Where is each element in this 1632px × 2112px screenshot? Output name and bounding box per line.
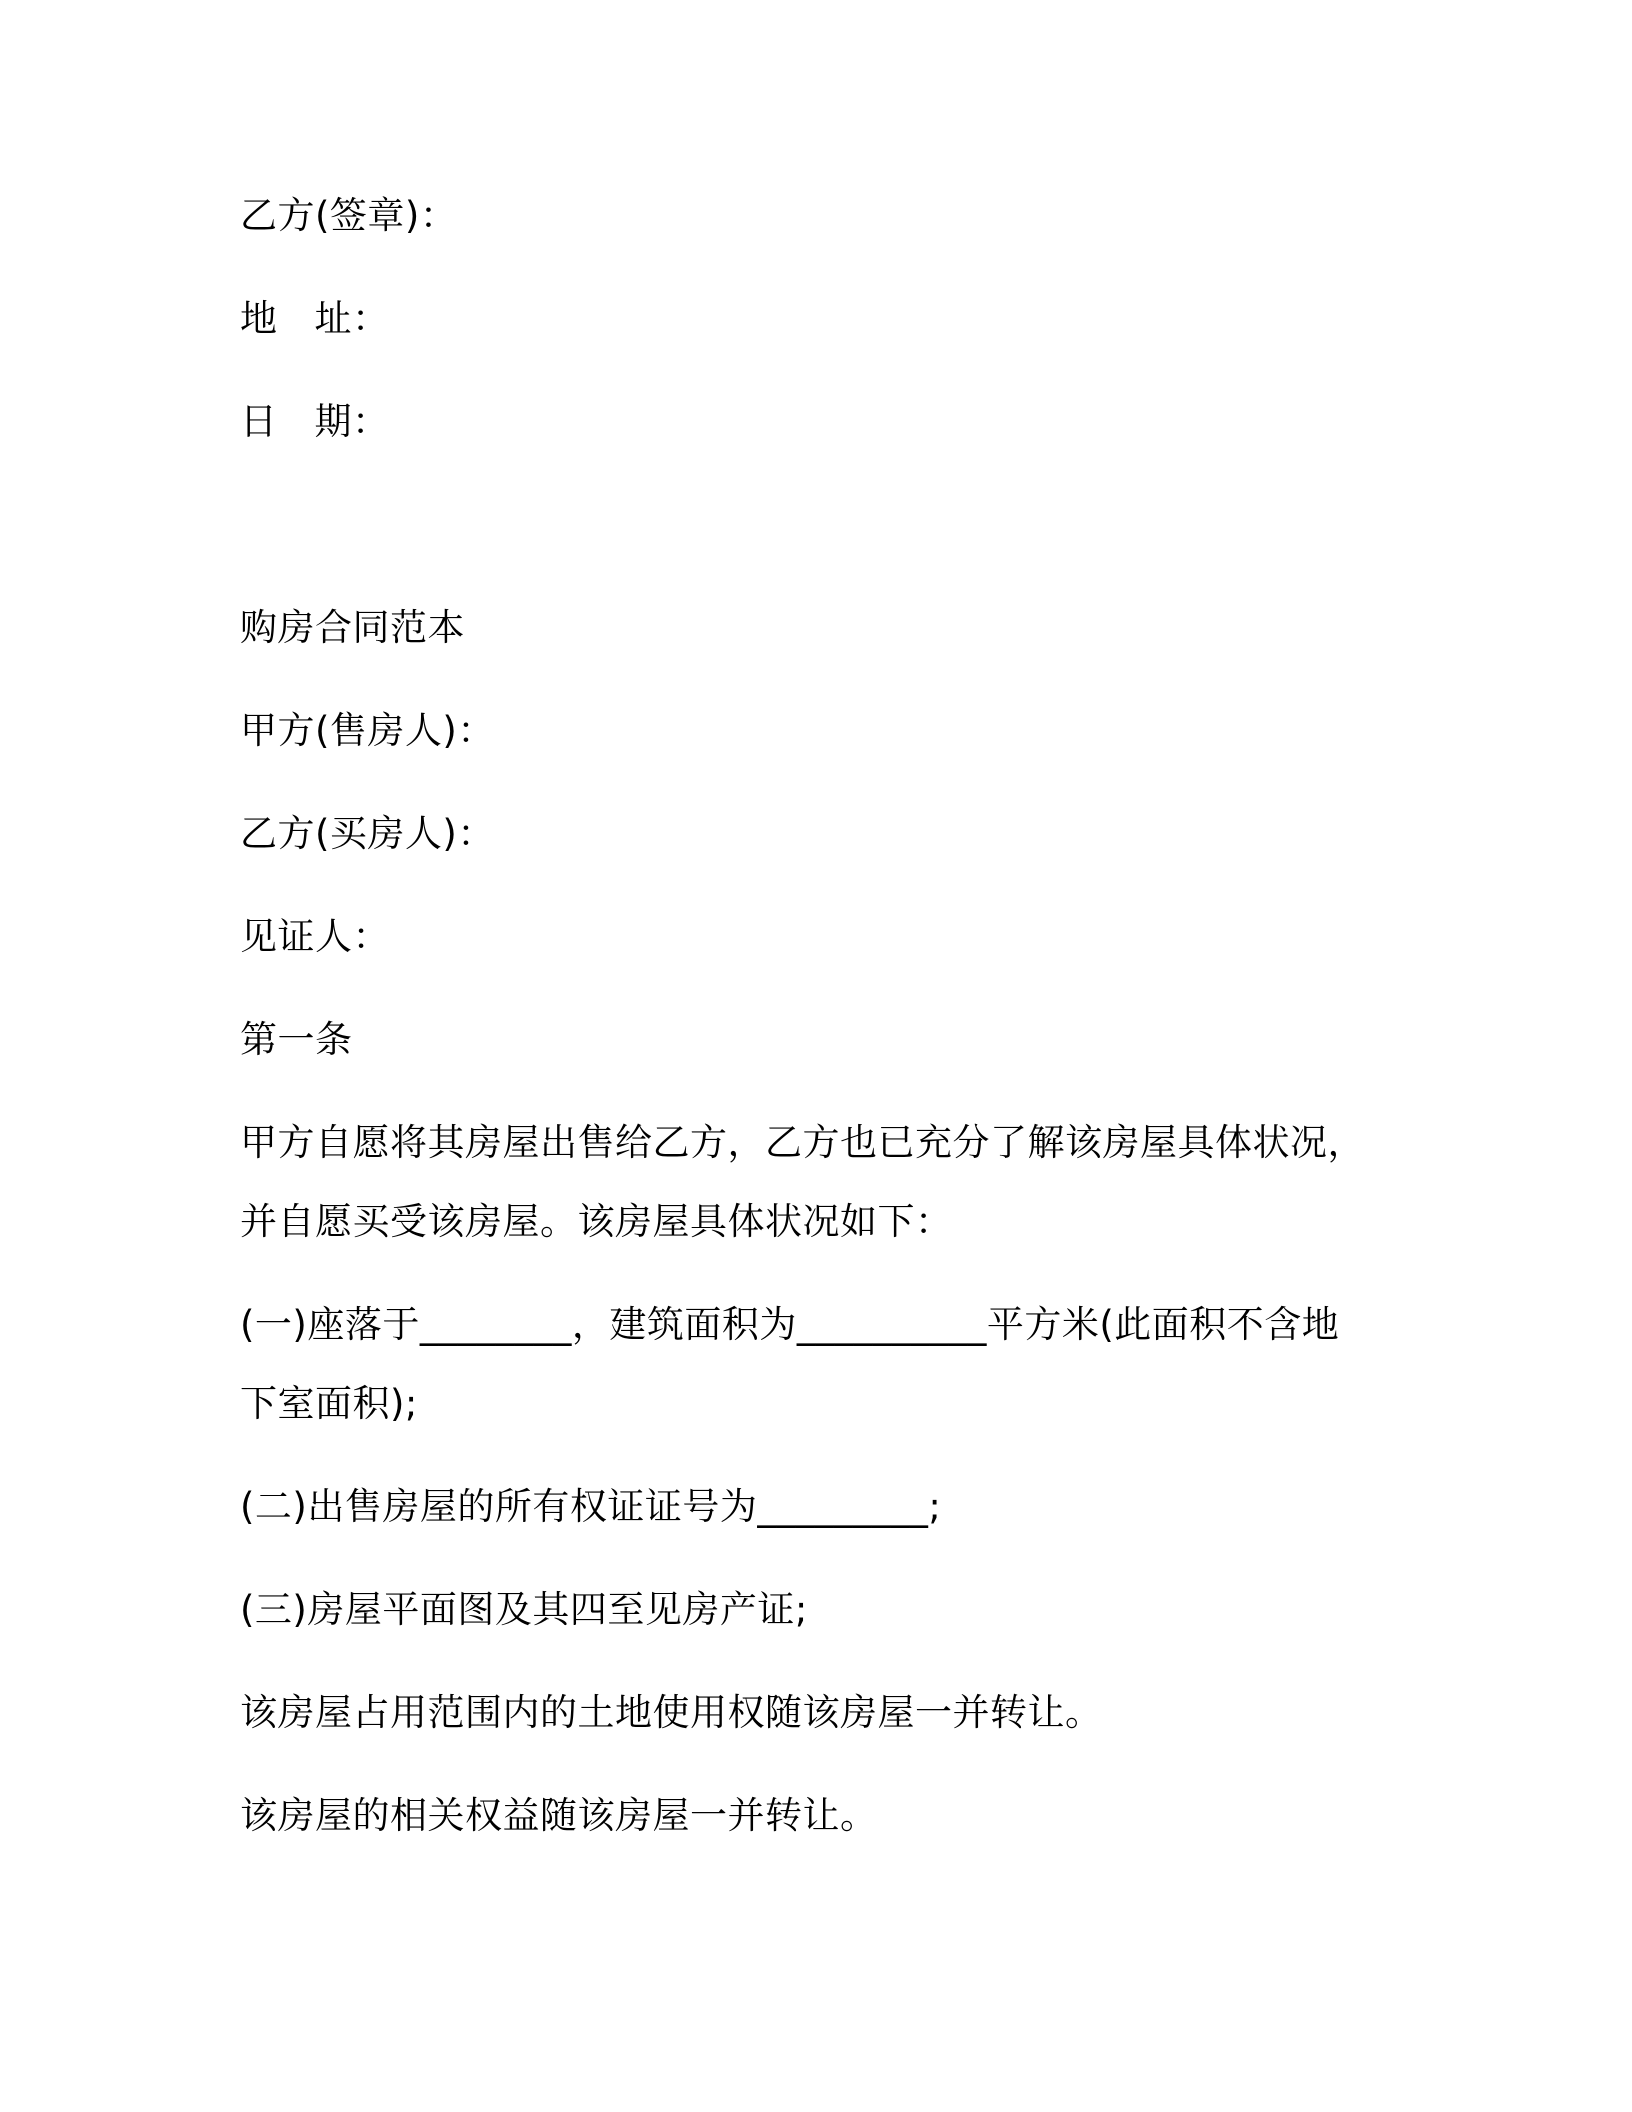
item-1-line1: (一)座落于________，建筑面积为__________平方米(此面积不含地 bbox=[240, 1303, 1340, 1346]
party-b-line: 乙方(买房人)： bbox=[240, 812, 495, 855]
address-label-first-char: 地 bbox=[240, 297, 278, 340]
party-b-seal-line: 乙方(签章)： bbox=[240, 194, 458, 237]
item-2-line: (二)出售房屋的所有权证证号为_________; bbox=[240, 1485, 942, 1528]
address-line bbox=[240, 295, 390, 343]
article-1-heading: 第一条 bbox=[240, 1018, 353, 1061]
date-label-first-char: 日 bbox=[240, 400, 278, 443]
date-label-second-char: 期： bbox=[314, 400, 390, 443]
rights-clause: 该房屋的相关权益随该房屋一并转让。 bbox=[240, 1794, 878, 1837]
land-use-clause: 该房屋占用范围内的土地使用权随该房屋一并转让。 bbox=[240, 1691, 1103, 1734]
item-1-line2: 下室面积); bbox=[240, 1382, 418, 1425]
article-1-intro-line1: 甲方自愿将其房屋出售给乙方，乙方也已充分了解该房屋具体状况， bbox=[240, 1121, 1365, 1164]
witness-line: 见证人： bbox=[240, 915, 390, 958]
contract-title: 购房合同范本 bbox=[240, 606, 465, 649]
item-3-line: (三)房屋平面图及其四至见房产证; bbox=[240, 1588, 808, 1631]
date-line bbox=[240, 398, 390, 446]
party-a-line: 甲方(售房人)： bbox=[240, 709, 495, 752]
address-label-second-char: 址： bbox=[314, 297, 390, 340]
article-1-intro-line2: 并自愿买受该房屋。该房屋具体状况如下： bbox=[240, 1200, 953, 1243]
